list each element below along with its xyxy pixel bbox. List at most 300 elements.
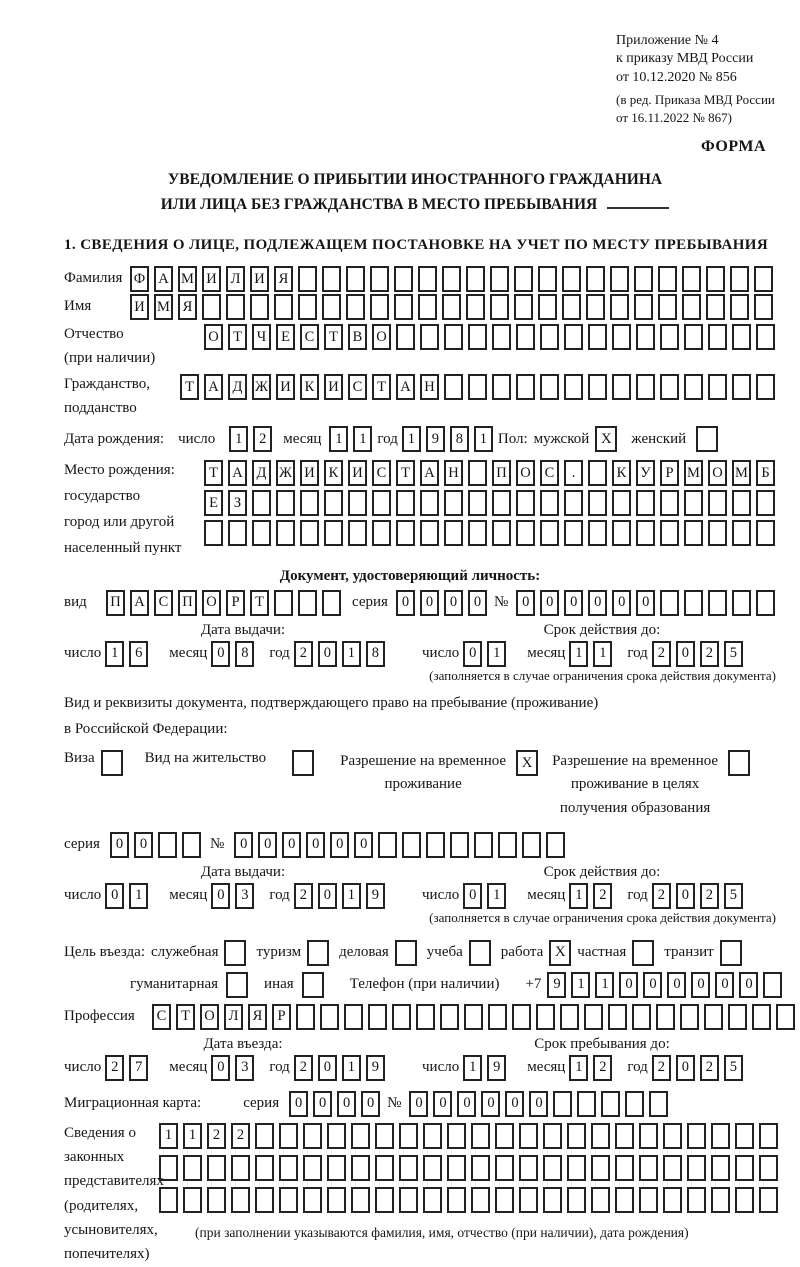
char-cell[interactable]: 0 [516, 590, 535, 616]
char-cell[interactable] [682, 266, 701, 292]
char-cell[interactable]: 0 [444, 590, 463, 616]
char-cell[interactable] [296, 1004, 315, 1030]
char-cell[interactable]: Л [224, 1004, 243, 1030]
char-cell[interactable] [634, 294, 653, 320]
char-cell[interactable] [756, 490, 775, 516]
char-cell[interactable]: Т [176, 1004, 195, 1030]
char-cell[interactable] [298, 266, 317, 292]
char-cell[interactable]: О [204, 324, 223, 350]
char-cell[interactable] [735, 1123, 754, 1149]
char-cell[interactable]: 8 [450, 426, 469, 452]
char-cell[interactable]: 0 [636, 590, 655, 616]
char-cell[interactable]: 5 [724, 641, 743, 667]
char-cell[interactable]: Р [226, 590, 245, 616]
char-cell[interactable] [730, 266, 749, 292]
char-cell[interactable] [300, 520, 319, 546]
char-cell[interactable]: 8 [366, 641, 385, 667]
char-cell[interactable]: 1 [329, 426, 348, 452]
visa-checkbox[interactable] [101, 750, 123, 776]
char-cell[interactable] [159, 1155, 178, 1181]
char-cell[interactable]: 0 [318, 641, 337, 667]
char-cell[interactable] [466, 266, 485, 292]
char-cell[interactable] [322, 266, 341, 292]
purpose-official-checkbox[interactable] [224, 940, 246, 966]
char-cell[interactable] [730, 294, 749, 320]
char-cell[interactable] [370, 294, 389, 320]
char-cell[interactable]: 1 [159, 1123, 178, 1149]
char-cell[interactable] [660, 520, 679, 546]
char-cell[interactable]: 1 [593, 641, 612, 667]
char-cell[interactable] [658, 294, 677, 320]
char-cell[interactable] [498, 832, 517, 858]
char-cell[interactable]: 0 [619, 972, 638, 998]
char-cell[interactable]: 0 [258, 832, 277, 858]
char-cell[interactable]: 0 [313, 1091, 332, 1117]
male-checkbox[interactable]: X [595, 426, 617, 452]
char-cell[interactable]: М [684, 460, 703, 486]
char-cell[interactable] [610, 294, 629, 320]
char-cell[interactable]: М [732, 460, 751, 486]
char-cell[interactable]: 0 [306, 832, 325, 858]
char-cell[interactable] [420, 324, 439, 350]
char-cell[interactable]: М [154, 294, 173, 320]
char-cell[interactable]: 0 [134, 832, 153, 858]
char-cell[interactable] [756, 374, 775, 400]
char-cell[interactable] [564, 324, 583, 350]
char-cell[interactable] [207, 1155, 226, 1181]
char-cell[interactable]: . [564, 460, 583, 486]
char-cell[interactable] [346, 294, 365, 320]
char-cell[interactable] [684, 590, 703, 616]
char-cell[interactable] [615, 1155, 634, 1181]
char-cell[interactable] [601, 1091, 620, 1117]
char-cell[interactable] [687, 1187, 706, 1213]
char-cell[interactable]: 2 [253, 426, 272, 452]
char-cell[interactable] [588, 374, 607, 400]
char-cell[interactable] [680, 1004, 699, 1030]
char-cell[interactable] [375, 1155, 394, 1181]
char-cell[interactable]: 2 [593, 883, 612, 909]
char-cell[interactable] [447, 1187, 466, 1213]
char-cell[interactable] [394, 266, 413, 292]
char-cell[interactable] [564, 374, 583, 400]
char-cell[interactable]: 0 [481, 1091, 500, 1117]
char-cell[interactable]: Б [756, 460, 775, 486]
char-cell[interactable] [752, 1004, 771, 1030]
char-cell[interactable] [471, 1187, 490, 1213]
char-cell[interactable]: 0 [234, 832, 253, 858]
char-cell[interactable] [732, 490, 751, 516]
char-cell[interactable] [634, 266, 653, 292]
char-cell[interactable]: 1 [569, 883, 588, 909]
char-cell[interactable] [615, 1123, 634, 1149]
char-cell[interactable] [519, 1187, 538, 1213]
char-cell[interactable]: 0 [676, 1055, 695, 1081]
char-cell[interactable]: К [300, 374, 319, 400]
char-cell[interactable]: П [178, 590, 197, 616]
char-cell[interactable] [538, 294, 557, 320]
char-cell[interactable] [588, 460, 607, 486]
purpose-private-checkbox[interactable] [632, 940, 654, 966]
char-cell[interactable]: 1 [342, 883, 361, 909]
char-cell[interactable]: 2 [652, 1055, 671, 1081]
char-cell[interactable] [426, 832, 445, 858]
char-cell[interactable]: Л [226, 266, 245, 292]
char-cell[interactable] [564, 520, 583, 546]
char-cell[interactable] [708, 520, 727, 546]
char-cell[interactable]: 1 [353, 426, 372, 452]
char-cell[interactable]: 0 [667, 972, 686, 998]
char-cell[interactable]: И [300, 460, 319, 486]
char-cell[interactable] [588, 490, 607, 516]
char-cell[interactable]: 0 [739, 972, 758, 998]
char-cell[interactable] [471, 1155, 490, 1181]
char-cell[interactable]: 0 [463, 883, 482, 909]
char-cell[interactable]: Ч [252, 324, 271, 350]
char-cell[interactable] [658, 266, 677, 292]
char-cell[interactable]: 9 [547, 972, 566, 998]
char-cell[interactable] [324, 490, 343, 516]
char-cell[interactable] [660, 490, 679, 516]
char-cell[interactable]: У [636, 460, 655, 486]
char-cell[interactable] [632, 1004, 651, 1030]
char-cell[interactable] [663, 1187, 682, 1213]
char-cell[interactable]: 2 [294, 641, 313, 667]
char-cell[interactable]: Т [324, 324, 343, 350]
char-cell[interactable] [708, 590, 727, 616]
purpose-other-checkbox[interactable] [302, 972, 324, 998]
char-cell[interactable]: 2 [105, 1055, 124, 1081]
char-cell[interactable] [684, 490, 703, 516]
purpose-business-checkbox[interactable] [395, 940, 417, 966]
char-cell[interactable]: 0 [643, 972, 662, 998]
char-cell[interactable]: О [202, 590, 221, 616]
char-cell[interactable]: Н [444, 460, 463, 486]
char-cell[interactable]: И [250, 266, 269, 292]
char-cell[interactable]: 0 [676, 641, 695, 667]
char-cell[interactable]: Д [252, 460, 271, 486]
char-cell[interactable]: 0 [289, 1091, 308, 1117]
char-cell[interactable] [303, 1155, 322, 1181]
char-cell[interactable] [255, 1123, 274, 1149]
char-cell[interactable] [495, 1123, 514, 1149]
purpose-study-checkbox[interactable] [469, 940, 491, 966]
char-cell[interactable]: З [228, 490, 247, 516]
char-cell[interactable] [303, 1123, 322, 1149]
char-cell[interactable] [488, 1004, 507, 1030]
char-cell[interactable] [684, 324, 703, 350]
char-cell[interactable]: 0 [396, 590, 415, 616]
char-cell[interactable]: 2 [700, 1055, 719, 1081]
char-cell[interactable]: 0 [505, 1091, 524, 1117]
char-cell[interactable]: 0 [463, 641, 482, 667]
char-cell[interactable] [591, 1187, 610, 1213]
char-cell[interactable]: К [324, 460, 343, 486]
char-cell[interactable]: 2 [593, 1055, 612, 1081]
char-cell[interactable]: 0 [211, 883, 230, 909]
char-cell[interactable]: 0 [433, 1091, 452, 1117]
char-cell[interactable] [543, 1123, 562, 1149]
char-cell[interactable]: И [324, 374, 343, 400]
char-cell[interactable] [423, 1123, 442, 1149]
char-cell[interactable] [567, 1155, 586, 1181]
char-cell[interactable] [444, 520, 463, 546]
char-cell[interactable]: Е [204, 490, 223, 516]
char-cell[interactable]: С [540, 460, 559, 486]
char-cell[interactable]: 0 [354, 832, 373, 858]
char-cell[interactable] [586, 266, 605, 292]
char-cell[interactable]: 0 [468, 590, 487, 616]
char-cell[interactable]: 6 [129, 641, 148, 667]
char-cell[interactable]: 2 [700, 641, 719, 667]
char-cell[interactable] [586, 294, 605, 320]
char-cell[interactable]: 1 [487, 883, 506, 909]
char-cell[interactable]: 3 [235, 883, 254, 909]
char-cell[interactable] [612, 490, 631, 516]
char-cell[interactable] [418, 294, 437, 320]
char-cell[interactable] [553, 1091, 572, 1117]
char-cell[interactable] [711, 1123, 730, 1149]
char-cell[interactable] [303, 1187, 322, 1213]
char-cell[interactable]: 5 [724, 1055, 743, 1081]
char-cell[interactable] [708, 490, 727, 516]
char-cell[interactable] [351, 1155, 370, 1181]
char-cell[interactable] [514, 266, 533, 292]
char-cell[interactable]: Я [178, 294, 197, 320]
char-cell[interactable]: 1 [463, 1055, 482, 1081]
char-cell[interactable] [706, 266, 725, 292]
char-cell[interactable] [495, 1155, 514, 1181]
char-cell[interactable]: 9 [487, 1055, 506, 1081]
char-cell[interactable] [732, 324, 751, 350]
char-cell[interactable] [204, 520, 223, 546]
char-cell[interactable] [625, 1091, 644, 1117]
char-cell[interactable] [639, 1187, 658, 1213]
char-cell[interactable] [584, 1004, 603, 1030]
char-cell[interactable] [608, 1004, 627, 1030]
char-cell[interactable]: О [200, 1004, 219, 1030]
char-cell[interactable] [298, 294, 317, 320]
char-cell[interactable] [402, 832, 421, 858]
char-cell[interactable] [279, 1187, 298, 1213]
char-cell[interactable] [231, 1155, 250, 1181]
char-cell[interactable]: 0 [564, 590, 583, 616]
char-cell[interactable]: 0 [330, 832, 349, 858]
purpose-humanitarian-checkbox[interactable] [226, 972, 248, 998]
char-cell[interactable] [538, 266, 557, 292]
char-cell[interactable] [158, 832, 177, 858]
char-cell[interactable]: С [300, 324, 319, 350]
char-cell[interactable] [546, 832, 565, 858]
char-cell[interactable] [495, 1187, 514, 1213]
char-cell[interactable] [442, 294, 461, 320]
char-cell[interactable]: О [516, 460, 535, 486]
char-cell[interactable]: С [372, 460, 391, 486]
char-cell[interactable]: С [154, 590, 173, 616]
purpose-transit-checkbox[interactable] [720, 940, 742, 966]
char-cell[interactable]: П [492, 460, 511, 486]
char-cell[interactable]: 2 [231, 1123, 250, 1149]
char-cell[interactable] [322, 590, 341, 616]
char-cell[interactable] [704, 1004, 723, 1030]
char-cell[interactable] [392, 1004, 411, 1030]
char-cell[interactable] [519, 1155, 538, 1181]
char-cell[interactable] [420, 520, 439, 546]
char-cell[interactable] [540, 520, 559, 546]
char-cell[interactable]: А [396, 374, 415, 400]
char-cell[interactable] [756, 324, 775, 350]
char-cell[interactable] [351, 1123, 370, 1149]
char-cell[interactable] [735, 1187, 754, 1213]
char-cell[interactable] [711, 1187, 730, 1213]
char-cell[interactable] [636, 374, 655, 400]
char-cell[interactable] [492, 374, 511, 400]
char-cell[interactable] [468, 460, 487, 486]
char-cell[interactable] [543, 1187, 562, 1213]
char-cell[interactable] [327, 1123, 346, 1149]
char-cell[interactable]: 1 [229, 426, 248, 452]
char-cell[interactable]: И [130, 294, 149, 320]
char-cell[interactable] [516, 324, 535, 350]
char-cell[interactable] [756, 520, 775, 546]
char-cell[interactable]: Е [276, 324, 295, 350]
char-cell[interactable]: П [106, 590, 125, 616]
char-cell[interactable] [399, 1155, 418, 1181]
char-cell[interactable] [612, 324, 631, 350]
char-cell[interactable] [684, 374, 703, 400]
char-cell[interactable] [466, 294, 485, 320]
char-cell[interactable]: 1 [569, 641, 588, 667]
char-cell[interactable] [516, 490, 535, 516]
char-cell[interactable] [612, 520, 631, 546]
char-cell[interactable] [562, 266, 581, 292]
char-cell[interactable]: Ф [130, 266, 149, 292]
char-cell[interactable]: И [348, 460, 367, 486]
char-cell[interactable] [372, 490, 391, 516]
char-cell[interactable] [324, 520, 343, 546]
female-checkbox[interactable] [696, 426, 718, 452]
char-cell[interactable] [348, 520, 367, 546]
char-cell[interactable]: 0 [529, 1091, 548, 1117]
char-cell[interactable] [522, 832, 541, 858]
char-cell[interactable] [591, 1123, 610, 1149]
char-cell[interactable]: Н [420, 374, 439, 400]
char-cell[interactable]: 0 [318, 1055, 337, 1081]
char-cell[interactable] [711, 1155, 730, 1181]
char-cell[interactable] [636, 324, 655, 350]
char-cell[interactable] [756, 590, 775, 616]
char-cell[interactable] [276, 520, 295, 546]
char-cell[interactable]: Ж [276, 460, 295, 486]
char-cell[interactable] [759, 1123, 778, 1149]
char-cell[interactable] [708, 374, 727, 400]
char-cell[interactable] [276, 490, 295, 516]
char-cell[interactable] [663, 1123, 682, 1149]
char-cell[interactable] [591, 1155, 610, 1181]
char-cell[interactable]: 0 [211, 1055, 230, 1081]
char-cell[interactable] [396, 490, 415, 516]
char-cell[interactable]: И [202, 266, 221, 292]
char-cell[interactable]: Т [250, 590, 269, 616]
char-cell[interactable]: Т [396, 460, 415, 486]
char-cell[interactable] [663, 1155, 682, 1181]
char-cell[interactable] [423, 1155, 442, 1181]
char-cell[interactable]: 0 [420, 590, 439, 616]
char-cell[interactable] [444, 324, 463, 350]
char-cell[interactable]: 0 [715, 972, 734, 998]
purpose-tourism-checkbox[interactable] [307, 940, 329, 966]
char-cell[interactable] [567, 1123, 586, 1149]
char-cell[interactable]: Д [228, 374, 247, 400]
char-cell[interactable] [327, 1187, 346, 1213]
char-cell[interactable]: А [154, 266, 173, 292]
char-cell[interactable] [159, 1187, 178, 1213]
char-cell[interactable]: 8 [235, 641, 254, 667]
char-cell[interactable] [660, 324, 679, 350]
char-cell[interactable] [320, 1004, 339, 1030]
char-cell[interactable]: 7 [129, 1055, 148, 1081]
char-cell[interactable] [444, 490, 463, 516]
char-cell[interactable] [512, 1004, 531, 1030]
char-cell[interactable]: 0 [211, 641, 230, 667]
char-cell[interactable] [394, 294, 413, 320]
char-cell[interactable] [687, 1123, 706, 1149]
char-cell[interactable] [735, 1155, 754, 1181]
char-cell[interactable] [250, 294, 269, 320]
char-cell[interactable] [255, 1155, 274, 1181]
char-cell[interactable] [754, 266, 773, 292]
char-cell[interactable] [202, 294, 221, 320]
char-cell[interactable] [660, 374, 679, 400]
char-cell[interactable]: 1 [571, 972, 590, 998]
char-cell[interactable] [516, 374, 535, 400]
char-cell[interactable]: 1 [105, 641, 124, 667]
char-cell[interactable] [274, 590, 293, 616]
char-cell[interactable] [682, 294, 701, 320]
char-cell[interactable] [231, 1187, 250, 1213]
char-cell[interactable]: Ж [252, 374, 271, 400]
char-cell[interactable] [399, 1123, 418, 1149]
char-cell[interactable] [279, 1155, 298, 1181]
char-cell[interactable] [759, 1155, 778, 1181]
char-cell[interactable] [588, 324, 607, 350]
char-cell[interactable] [447, 1155, 466, 1181]
char-cell[interactable] [298, 590, 317, 616]
char-cell[interactable] [420, 490, 439, 516]
char-cell[interactable] [468, 490, 487, 516]
char-cell[interactable]: 0 [540, 590, 559, 616]
char-cell[interactable]: 0 [105, 883, 124, 909]
char-cell[interactable]: 2 [207, 1123, 226, 1149]
char-cell[interactable]: 2 [294, 1055, 313, 1081]
char-cell[interactable] [252, 490, 271, 516]
char-cell[interactable]: 0 [588, 590, 607, 616]
char-cell[interactable] [754, 294, 773, 320]
char-cell[interactable]: 1 [402, 426, 421, 452]
char-cell[interactable] [706, 294, 725, 320]
char-cell[interactable] [490, 294, 509, 320]
char-cell[interactable] [468, 324, 487, 350]
char-cell[interactable]: 2 [652, 641, 671, 667]
char-cell[interactable] [396, 324, 415, 350]
char-cell[interactable] [728, 1004, 747, 1030]
char-cell[interactable] [370, 266, 389, 292]
char-cell[interactable]: 1 [342, 641, 361, 667]
char-cell[interactable]: О [372, 324, 391, 350]
char-cell[interactable]: М [178, 266, 197, 292]
char-cell[interactable]: В [348, 324, 367, 350]
char-cell[interactable] [274, 294, 293, 320]
